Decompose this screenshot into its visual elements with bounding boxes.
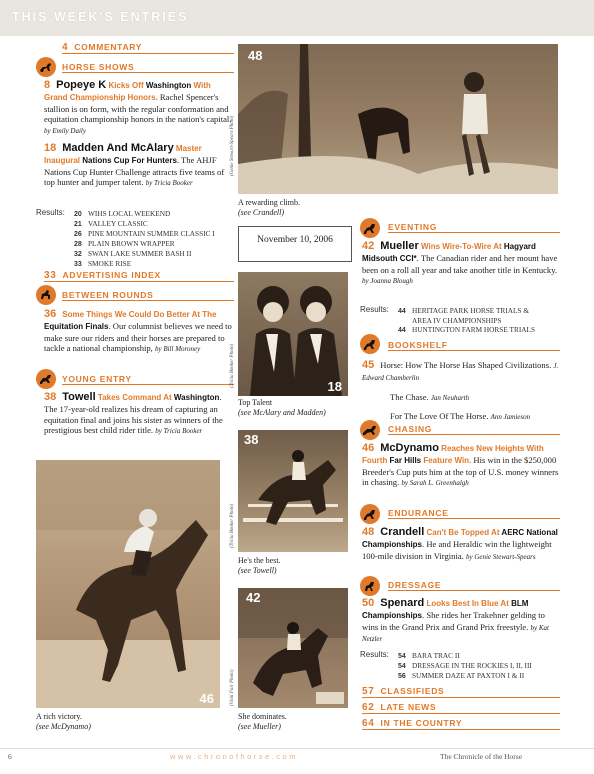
result-item[interactable] bbox=[74, 259, 234, 269]
article-byline: by Bill Moroney bbox=[154, 345, 201, 354]
photo-number: 48 bbox=[248, 48, 263, 63]
article-kicker: Reaches New Heights With Fourth bbox=[362, 444, 544, 465]
article-equitation-finals[interactable] bbox=[44, 309, 234, 355]
result-title: SUMMER DAZE AT PAXTON I & II bbox=[412, 671, 525, 680]
article-page-number: 46 bbox=[362, 442, 375, 454]
article-body: His win in the $250,000 Breeder's Cup puts him at the top of U.S. money winners in chasing. bbox=[362, 454, 559, 488]
photo-credit: (Tricia Booker Photo) bbox=[230, 503, 235, 548]
photo-mcalary-madden[interactable] bbox=[238, 272, 348, 396]
article-headline: Crandell bbox=[380, 526, 425, 538]
article-kicker: Some Things We Could Do Better At The bbox=[62, 310, 217, 319]
dressage-label: DRESSAGE bbox=[388, 580, 442, 590]
article-body: . He and Heraldic win the lightweight 100-mile division in Virginia. bbox=[362, 538, 552, 561]
young-entry-icon bbox=[36, 369, 56, 389]
horse-shows-label: HORSE SHOWS bbox=[62, 62, 135, 72]
commentary-label: COMMENTARY bbox=[74, 42, 143, 52]
eventing-photo-illustration bbox=[238, 588, 348, 708]
result-item[interactable] bbox=[398, 671, 560, 681]
article-popeye-k[interactable] bbox=[44, 80, 234, 137]
caption-see: (see Towell) bbox=[238, 565, 277, 575]
article-kicker-strong: Far Hills bbox=[389, 455, 422, 465]
result-item[interactable] bbox=[74, 239, 234, 249]
article-byline: by Sarah L. Greenhalgh bbox=[401, 479, 469, 488]
article-page-number: 8 bbox=[44, 79, 51, 91]
article-body: . The Canadian rider and her mount have been on a roll all year and take another title in Kentucky. bbox=[362, 252, 558, 275]
book-title: For The Love Of The Horse. bbox=[390, 411, 489, 422]
horse-shows-icon bbox=[36, 57, 56, 77]
issue-date-text: November 10, 2006 bbox=[257, 235, 333, 245]
book-author: Jan Neuharth bbox=[430, 393, 470, 402]
result-item[interactable] bbox=[74, 219, 234, 229]
photo-caption-mcdynamo bbox=[36, 712, 220, 731]
result-title: HUNTINGTON FARM HORSE TRIALS bbox=[412, 325, 536, 334]
article-body: . She rides her Trakehner gelding to wins in the Grand Prix and Grand Prix freestyle. bbox=[362, 609, 545, 632]
riders-photo-illustration bbox=[238, 272, 348, 396]
result-title: SMOKE RISE bbox=[88, 259, 132, 268]
chasing-icon bbox=[360, 420, 380, 440]
article-headline: Towell bbox=[62, 391, 96, 403]
result-title: HERITAGE PARK HORSE TRIALS & bbox=[412, 306, 529, 315]
eventing-results-list bbox=[398, 306, 560, 335]
section-between-rounds[interactable] bbox=[62, 290, 234, 301]
young-entry-label: YOUNG ENTRY bbox=[62, 374, 132, 384]
article-headline: Madden And McAlary bbox=[62, 142, 174, 154]
result-item[interactable] bbox=[398, 306, 560, 316]
article-byline: by Joanna Blough bbox=[362, 277, 413, 286]
article-mueller[interactable] bbox=[362, 241, 562, 287]
article-body: . The 17-year-old realizes his dream of capturing an equitation final and joins his sister as winners of the prestigious best child rider title. bbox=[44, 392, 223, 436]
section-young-entry[interactable] bbox=[62, 374, 234, 385]
photo-caption-crandell bbox=[238, 198, 388, 217]
caption-text: A rich victory. bbox=[36, 712, 82, 721]
result-page: 56 bbox=[398, 673, 406, 680]
section-chasing[interactable] bbox=[388, 424, 560, 435]
result-page: 26 bbox=[74, 231, 82, 238]
photo-crandell[interactable] bbox=[238, 44, 558, 194]
result-page: 33 bbox=[74, 261, 82, 268]
caption-text: He's the best. bbox=[238, 556, 281, 565]
classifieds-page-number: 57 bbox=[362, 686, 375, 697]
caption-text: A rewarding climb. bbox=[238, 198, 300, 207]
article-page-number: 36 bbox=[44, 308, 57, 320]
eventing-label: EVENTING bbox=[388, 222, 438, 232]
results-label: Results: bbox=[36, 208, 65, 217]
article-headline: McDynamo bbox=[380, 442, 439, 454]
article-kicker: Looks Best In Blue At bbox=[424, 599, 512, 608]
result-item[interactable] bbox=[74, 209, 234, 219]
article-byline: by Kat Netzler bbox=[362, 623, 549, 644]
result-page: 32 bbox=[74, 251, 82, 258]
between-rounds-label: BETWEEN ROUNDS bbox=[62, 290, 154, 300]
article-page-number: 50 bbox=[362, 597, 375, 609]
photo-caption-mcalary-madden bbox=[238, 398, 358, 417]
article-kicker-strong: Nations Cup For Hunters bbox=[82, 155, 177, 165]
footer-page-number: 6 bbox=[8, 752, 12, 761]
eventing-icon bbox=[360, 218, 380, 238]
section-bookshelf[interactable] bbox=[388, 340, 560, 351]
horse-photo-illustration bbox=[36, 460, 220, 708]
article-kicker-strong: Hagyard Midsouth CCI* bbox=[362, 242, 536, 263]
article-kicker-2: Feature Win. bbox=[421, 455, 472, 465]
endurance-icon bbox=[360, 504, 380, 524]
result-title: VALLEY CLASSIC bbox=[88, 219, 148, 228]
article-kicker-strong: BLM Championships bbox=[362, 599, 529, 620]
photo-mcdynamo[interactable] bbox=[36, 460, 220, 708]
photo-credit: (Genie Stewart-Spears Photo) bbox=[230, 115, 235, 176]
advertising-label: ADVERTISING INDEX bbox=[62, 270, 161, 280]
result-page: 54 bbox=[398, 663, 406, 670]
horse-shows-results-list bbox=[74, 209, 234, 269]
article-headline: Spenard bbox=[380, 597, 425, 609]
article-page-number: 38 bbox=[44, 391, 57, 403]
commentary-page-number: 4 bbox=[62, 42, 69, 53]
book-item[interactable] bbox=[362, 392, 562, 404]
result-item[interactable] bbox=[74, 249, 234, 259]
photo-number: 42 bbox=[246, 590, 261, 605]
article-byline: by Emily Daily bbox=[44, 127, 86, 136]
jumper-photo-illustration bbox=[238, 430, 348, 552]
bookshelf-label: BOOKSHELF bbox=[388, 340, 448, 350]
result-page: 44 bbox=[398, 308, 406, 315]
result-title: WIHS LOCAL WEEKEND bbox=[88, 209, 171, 218]
result-item[interactable] bbox=[74, 229, 234, 239]
article-mcdynamo[interactable] bbox=[362, 443, 562, 489]
advertising-page-number: 33 bbox=[44, 270, 57, 281]
result-title: SWAN LAKE SUMMER BASH II bbox=[88, 249, 192, 258]
dressage-icon bbox=[360, 576, 380, 596]
article-byline: by Genie Stewart-Spears bbox=[465, 552, 536, 561]
book-title: The Chase. bbox=[390, 391, 429, 402]
section-endurance[interactable] bbox=[388, 508, 560, 519]
late-news-label: LATE NEWS bbox=[380, 702, 437, 712]
book-title: Horse: How The Horse Has Shaped Civilizations. bbox=[380, 360, 552, 370]
article-page-number: 42 bbox=[362, 240, 375, 252]
in-the-country-label: IN THE COUNTRY bbox=[380, 718, 463, 728]
in-the-country-page-number: 64 bbox=[362, 718, 375, 729]
dressage-results-list bbox=[398, 651, 560, 681]
book-item[interactable] bbox=[362, 411, 562, 423]
article-body: . Our columnist believes we need to make sure our riders and their horses are prepared to tackle a national championship, bbox=[44, 320, 232, 354]
photo-caption-towell bbox=[238, 556, 348, 575]
article-kicker-2: With Grand Championship Honors. bbox=[44, 81, 211, 102]
article-kicker-strong: AERC National Championships bbox=[362, 528, 558, 549]
caption-see: (see Mueller) bbox=[238, 721, 281, 731]
caption-see: (see Crandell) bbox=[238, 207, 284, 217]
result-page: 54 bbox=[398, 653, 406, 660]
article-kicker: Can't Be Topped At bbox=[424, 528, 502, 537]
article-page-number: 48 bbox=[362, 526, 375, 538]
section-in-the-country[interactable] bbox=[362, 718, 560, 730]
caption-see: (see McAlary and Madden) bbox=[238, 407, 326, 417]
article-kicker: Master Inaugural bbox=[44, 144, 202, 165]
result-page: 28 bbox=[74, 241, 82, 248]
article-kicker: Wins Wire-To-Wire At bbox=[418, 242, 504, 251]
section-commentary[interactable] bbox=[62, 42, 234, 54]
article-crandell[interactable] bbox=[362, 527, 562, 562]
photo-number: 38 bbox=[244, 432, 259, 447]
results-label: Results: bbox=[360, 650, 389, 659]
section-late-news[interactable] bbox=[362, 702, 560, 714]
book-page-number: 45 bbox=[362, 359, 375, 371]
book-author: J. Edward Chamberlin bbox=[362, 362, 559, 382]
article-headline: Popeye K bbox=[56, 79, 107, 91]
result-item[interactable] bbox=[398, 316, 560, 325]
result-title: AREA IV CHAMPIONSHIPS bbox=[412, 316, 502, 325]
classifieds-label: CLASSIFIEDS bbox=[380, 686, 445, 696]
caption-see: (see McDynamo) bbox=[36, 721, 91, 731]
result-title: DRESSAGE IN THE ROCKIES I, II, III bbox=[412, 661, 532, 670]
article-kicker-strong: Washington bbox=[173, 393, 220, 402]
between-rounds-icon bbox=[36, 285, 56, 305]
section-classifieds[interactable] bbox=[362, 686, 560, 698]
footer-divider bbox=[0, 748, 594, 749]
bookshelf-list bbox=[362, 360, 562, 423]
photo-mueller[interactable] bbox=[238, 588, 348, 708]
result-title: PINE MOUNTAIN SUMMER CLASSIC I bbox=[88, 229, 215, 238]
photo-number: 18 bbox=[327, 379, 342, 394]
section-advertising-index[interactable] bbox=[44, 270, 234, 282]
result-item[interactable] bbox=[398, 661, 560, 671]
article-kicker-2: . bbox=[176, 154, 180, 165]
page-title: THIS WEEK'S ENTRIES bbox=[12, 10, 189, 24]
article-towell[interactable] bbox=[44, 392, 234, 437]
article-madden-mcalary[interactable] bbox=[44, 143, 234, 189]
caption-text: Top Talent bbox=[238, 398, 273, 407]
article-kicker-strong: Equitation Finals bbox=[44, 321, 109, 331]
result-item[interactable] bbox=[398, 651, 560, 661]
caption-text: She dominates. bbox=[238, 712, 287, 721]
book-item[interactable] bbox=[362, 360, 562, 384]
section-eventing[interactable] bbox=[388, 222, 560, 233]
footer-url[interactable]: www.chronofhorse.com bbox=[170, 752, 298, 761]
page-banner bbox=[0, 0, 594, 36]
result-page: 44 bbox=[398, 327, 406, 334]
photo-caption-mueller bbox=[238, 712, 348, 731]
book-author: Ann Jamieson bbox=[490, 413, 531, 422]
article-spenard[interactable] bbox=[362, 598, 562, 645]
article-kicker: Kicks Off bbox=[106, 81, 146, 90]
article-kicker: Takes Command At bbox=[95, 393, 174, 402]
bookshelf-icon bbox=[360, 334, 380, 354]
result-page: 20 bbox=[74, 211, 82, 218]
article-page-number: 18 bbox=[44, 142, 57, 154]
photo-credit: (Vicki Fair Photo) bbox=[230, 669, 235, 706]
late-news-page-number: 62 bbox=[362, 702, 375, 713]
result-page: 21 bbox=[74, 221, 82, 228]
footer-publication: The Chronicle of the Horse bbox=[440, 752, 523, 761]
result-title: PLAIN BROWN WRAPPER bbox=[88, 239, 175, 248]
article-byline: by Tricia Booker bbox=[145, 179, 193, 188]
results-label: Results: bbox=[360, 305, 389, 314]
photo-number: 46 bbox=[199, 691, 214, 706]
section-horse-shows[interactable] bbox=[62, 62, 234, 73]
endurance-label: ENDURANCE bbox=[388, 508, 449, 518]
article-kicker-strong: Washington bbox=[145, 81, 192, 90]
result-title: BARA TRAC II bbox=[412, 651, 460, 660]
photo-towell[interactable] bbox=[238, 430, 348, 552]
trail-photo-illustration bbox=[238, 44, 558, 194]
article-byline: by Tricia Booker bbox=[155, 427, 203, 436]
chasing-label: CHASING bbox=[388, 424, 433, 434]
article-headline: Mueller bbox=[380, 240, 419, 252]
photo-credit: (Tricia Booker Photo) bbox=[230, 343, 235, 388]
result-item[interactable] bbox=[398, 325, 560, 335]
issue-date bbox=[238, 226, 352, 262]
section-dressage[interactable] bbox=[388, 580, 560, 591]
article-body: Rachel Spencer's stallion is on form, with the regular conformation and equitation championship honors in the nation's capital. bbox=[44, 91, 232, 125]
article-body: The AHJF Nations Cup Hunter Challenge attracts five teams of top hunter and jumper talent. bbox=[44, 154, 225, 188]
